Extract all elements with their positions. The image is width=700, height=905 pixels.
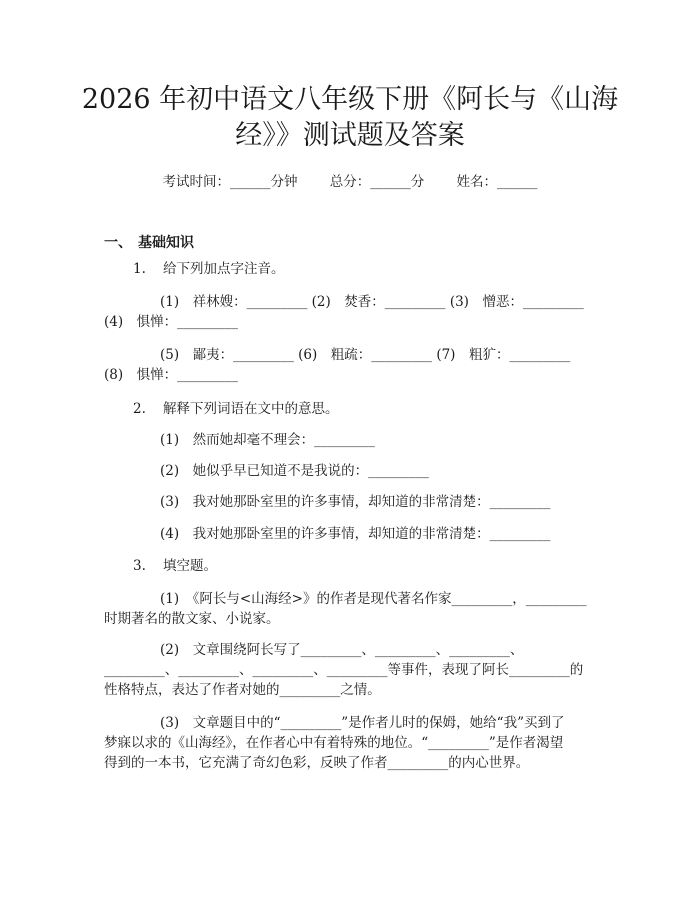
exam-name: 姓名：______ [456,174,538,190]
question-3-part-1-line-1: (1) 《阿长与<山海经>》的作者是现代著名作家_________，_________ [160,591,587,607]
exam-score: 总分：______分 [329,174,425,190]
question-2-item: (3) 我对她那卧室里的许多事情，却知道的非常清楚：_________ [160,494,551,510]
question-1-row-2b: (8) 惧惮：_________ [104,367,238,383]
section-number: 一、 [104,235,132,251]
question-1-row-1: (1) 祥林嫂：_________ (2) 焚香：_________ (3) 憎恶：_________ [160,294,584,310]
question-3-part-2-line-2: _________、_________、_________、_________等事件，表现了阿长_________的 [104,662,584,678]
section-title: 基础知识 [138,235,194,251]
question-number: 1. [133,261,146,277]
question-3 [133,560,217,574]
question-text: 填空题。 [163,558,217,574]
question-number: 2. [133,401,146,417]
question-3-part-2-line-1: (2) 文章围绕阿长写了_________、_________、_________、 [160,642,524,658]
question-2-item: (4) 我对她那卧室里的许多事情，却知道的非常清楚：_________ [160,526,551,542]
section-heading [104,232,194,252]
question-2 [133,403,339,417]
question-1-row-2: (5) 鄙夷：_________ (6) 粗疏：_________ (7) 粗犷：_________ [160,347,571,363]
question-1 [133,263,285,277]
question-3-part-3-line-2: 梦寐以求的《山海经》，在作者心中有着特殊的地位。“_________”是作者渴望 [104,735,564,751]
document-title-line-2: 经》》测试题及答案 [235,120,465,151]
exam-meta [0,170,700,190]
question-2-item: (1) 然而她却毫不理会：_________ [160,432,375,448]
question-text: 解释下列词语在文中的意思。 [163,401,339,417]
question-2-item: (2) 她似乎早已知道不是我说的：_________ [160,463,429,479]
question-3-part-3-line-1: (3) 文章题目中的“_________”是作者儿时的保姆，她给“我”买到了 [160,715,565,731]
question-text: 给下列加点字注音。 [163,261,285,277]
question-number: 3. [133,558,146,574]
document-title-line-1: 2026 年初中语文八年级下册《阿长与《山海 [81,84,619,115]
question-1-row-1b: (4) 惧惮：_________ [104,314,238,330]
question-3-part-2-line-3: 性格特点，表达了作者对她的_________之情。 [104,682,381,698]
exam-time: 考试时间：______分钟 [162,174,298,190]
question-3-part-1-line-2: 时期著名的散文家、小说家。 [104,611,280,627]
question-3-part-3-line-3: 得到的一本书，它充满了奇幻色彩，反映了作者_________的内心世界。 [104,755,530,771]
